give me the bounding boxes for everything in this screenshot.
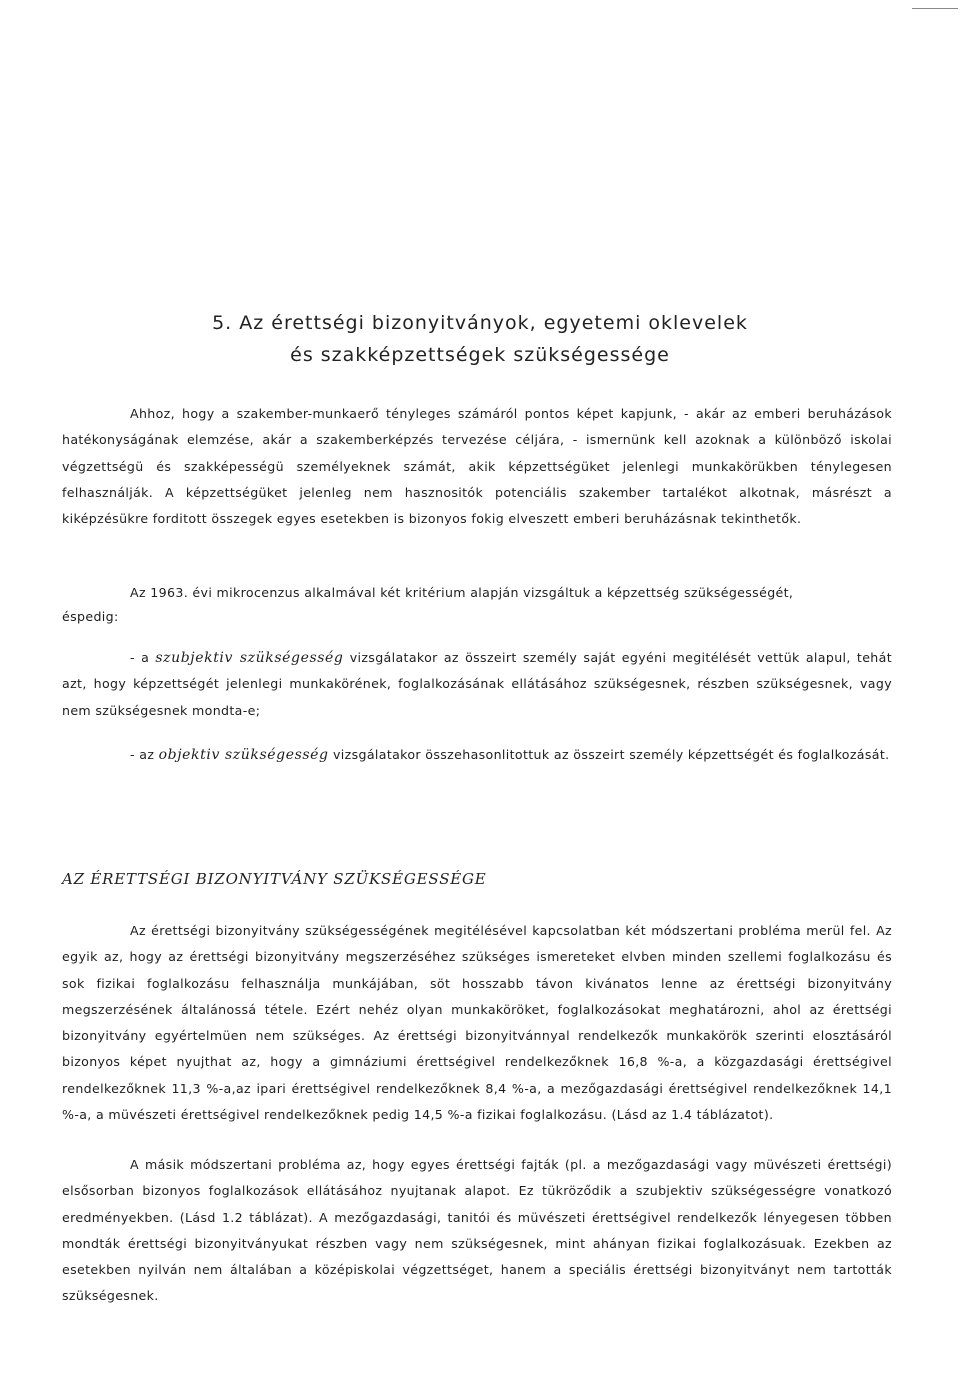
subjective-emphasis: szubjektiv szükségesség <box>155 650 344 666</box>
corner-scan-mark <box>912 8 958 9</box>
intro-paragraph: Ahhoz, hogy a szakember-munkaerő tényleges számáról pontos képet kapjunk, - akár az emberi beruházások hatékonyságának elemzése, akár a szakemberképzés tervezése céljára, - ismernünk kell azoknak a különböző iskolai végzettségü és szakképességü személyeknek számát, akik képzettségüket jelenlegi munkakörükben ténylegesen felhasználják. A képzettségüket jelenleg nem hasznositók potenciális szakember tartalékot alkotnak, másrészt a kiképzésükre forditott összegek egyes esetekben is bizonyos fokig elveszett emberi beruházásnak tekinthetők. <box>62 406 892 527</box>
subjective-prefix: - a <box>130 650 156 665</box>
chapter-title-line-2: és szakképzettségek szükségessége <box>290 344 670 366</box>
objective-emphasis: objektiv szükségesség <box>158 747 329 763</box>
chapter-title-line-1: 5. Az érettségi bizonyitványok, egyetemi oklevelek <box>212 312 748 334</box>
section-heading: AZ ÉRETTSÉGI BIZONYITVÁNY SZÜKSÉGESSÉGE <box>62 870 487 888</box>
espedig-label: éspedig: <box>62 609 119 624</box>
objective-text: vizsgálatakor összehasonlitottuk az összeirt személy képzettségét és foglalkozását. <box>328 747 890 762</box>
criteria-paragraph: Az 1963. évi mikrocenzus alkalmával két kritérium alapján vizsgáltuk a képzettség szükségességét, <box>130 585 794 600</box>
method-problem-1-paragraph: Az érettségi bizonyitvány szükségességének megitélésével kapcsolatban két módszertani probléma merül fel. Az egyik az, hogy az érettségi bizonyitvány megszerzéséhez szükséges ismereteket elvben minden szellemi foglalkozásu és sok fizikai foglalkozásu felhasználja munkájában, söt hosszabb távon kivánatos lenne az érettségi bizonyitvány megszerzésének általánossá tétele. Ezért nehéz olyan munkaköröket, foglalkozásokat meghatározni, ahol az érettségi bizonyitvány egyértelmüen nem szükséges. Az érettségi bizonyitvánnyal rendelkezők munkakörök szerinti elosztásáról bizonyos képet nyujthat az, hogy a gimnáziumi érettségivel rendelkezőknek 16,8 %-a, a közgazdasági érettségivel rendelkezőknek 11,3 %-a,az ipari érettségivel rendelkezőknek 8,4 %-a, a mezőgazdasági érettségivel rendelkezőknek 14,1 %-a, a müvészeti érettségivel rendelkezőknek pedig 14,5 %-a fizikai foglalkozásu. (Lásd az 1.4 táblázatot). <box>62 923 892 1123</box>
subjective-criterion-paragraph <box>62 645 892 724</box>
method-problem-2-paragraph: A másik módszertani probléma az, hogy egyes érettségi fajták (pl. a mezőgazdasági vagy müvészeti érettségi) elsősorban bizonyos foglalkozások ellátásához nyujtanak alapot. Ez tükröződik a szubjektiv szükségességre vonatkozó eredményekben. (Lásd 1.2 táblázat). A mezőgazdasági, tanitói és müvészeti érettségivel rendelkezők lényegesen többen mondták érettségi bizonyitványukat részben vagy nem szükségesnek, mint ahányan fizikai foglalkozásuak. Ezekben az esetekben nyilván nem általában a középiskolai végzettséget, hanem a speciális érettségi bizonyitványt nem tartották szükségesnek. <box>62 1157 892 1304</box>
objective-prefix: - az <box>130 747 159 762</box>
subjective-text: vizsgálatakor az összeirt személy saját egyéni megitélését vettük alapul, tehát azt, hogy képzettségét jelenlegi munkakörének, foglalkozásának ellátásához szükségesnek, részben szükségesnek, vagy nem szükségesnek mondta-e; <box>62 650 892 718</box>
objective-criterion-paragraph <box>62 742 892 768</box>
